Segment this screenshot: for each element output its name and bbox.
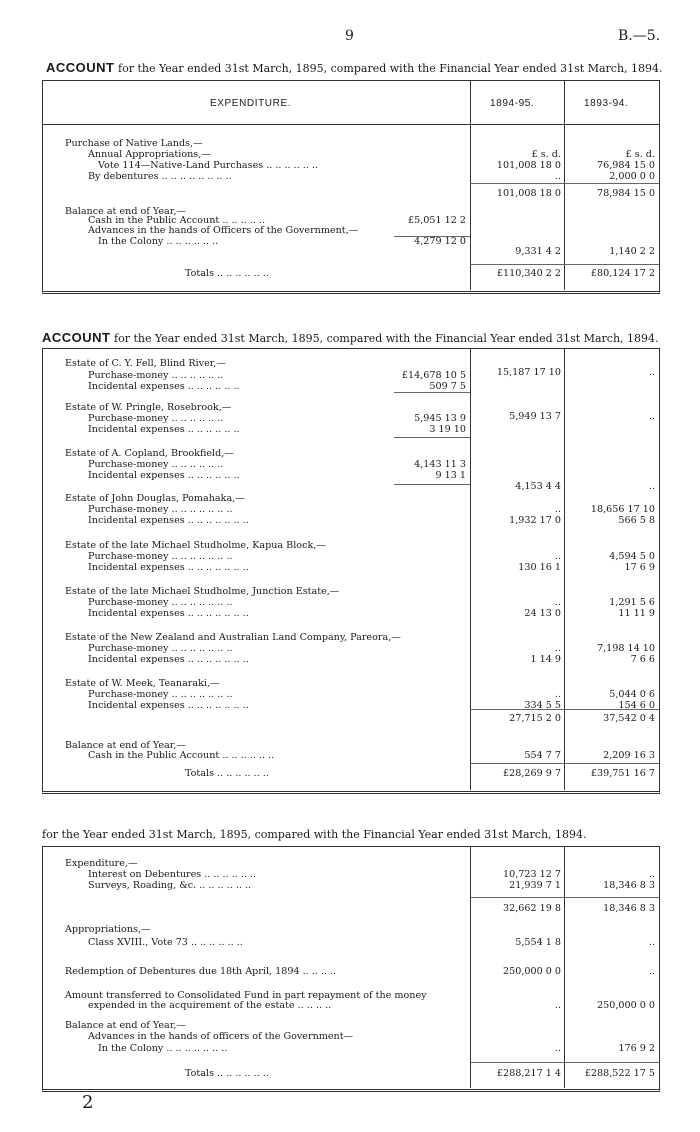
row-label: Totals .. .. .. .. .. .. [185,268,269,279]
row-amount-1894-95: 10,723 12 7 [503,869,561,880]
row-amount-1893-94: 7,198 14 10 [597,643,655,654]
row-label: Amount transferred to Consolidated Fund in part repayment of the money [65,990,427,1001]
row-amount-1893-94: .. [648,937,655,948]
row-amount-1893-94: .. [648,367,655,378]
row-amount-1893-94: 18,346 8 3 [603,903,655,914]
section-3-heading: for the Year ended 31st March, 1895, compared with the Financial Year ended 31st March, 1894. [42,828,587,841]
row-label: Appropriations,— [65,924,151,935]
footer-mark: 2 [82,1092,94,1113]
row-amount-1893-94: 7 6 6 [630,654,655,665]
table-2-rule-pringle [394,437,470,438]
row-label: Interest on Debentures .. .. .. .. .. .. [88,869,257,880]
row-amount-1893-94: 2,209 16 3 [603,750,655,761]
row-label: Estate of A. Copland, Brookfield,— [65,448,234,459]
table-1-frame [42,80,660,294]
row-amount-1894-95: £288,217 1 4 [496,1068,561,1079]
table-1-header-rule [42,124,659,125]
row-label: Estate of the late Michael Studholme, Junction Estate,— [65,586,340,597]
row-amount-1893-94: 176 9 2 [618,1043,655,1054]
column-header-expenditure: EXPENDITURE. [210,98,292,109]
row-amount-1894-95: .. [554,551,561,562]
table-2-totals-rule [470,763,659,764]
row-amount-1893-94: 1,140 2 2 [609,246,655,257]
row-amount-1894-95: £110,340 2 2 [496,268,561,279]
row-label: Class XVIII., Vote 73 .. .. .. .. .. .. [88,937,243,948]
column-header-1894-95: 1894-95. [490,98,535,109]
row-amount-1894-95: £ s. d. [531,149,561,160]
row-label: Incidental expenses .. .. .. .. .. .. .. [88,562,249,573]
row-label: Estate of W. Meek, Teanaraki,— [65,678,220,689]
row-label: Incidental expenses .. .. .. .. .. .. [88,381,240,392]
row-amount-1894-95: 1 14 9 [530,654,561,665]
section-1-heading [46,60,663,75]
row-amount-1894-95: 250,000 0 0 [503,966,561,977]
row-amount-1893-94: 11 11 9 [618,608,655,619]
row-amount-1893-94: 1,291 5 6 [609,597,655,608]
row-label: Purchase-money .. .. .. .. .. .. [88,413,224,424]
row-amount-1894-95: 21,939 7 1 [509,880,561,891]
heading-text: for the Year ended 31st March, 1895, compared with the Financial Year ended 31st March, 1894. [114,332,659,345]
row-label: Annual Appropriations,— [88,149,211,160]
row-label: Estate of C. Y. Fell, Blind River,— [65,358,226,369]
row-amount-1893-94: 17 6 9 [624,562,655,573]
row-inner-amount: 509 7 5 [429,381,466,392]
row-inner-amount: 4,279 12 0 [414,236,466,247]
row-label: Balance at end of Year,— [65,206,186,217]
row-amount-1894-95: .. [554,643,561,654]
row-amount-1894-95: £28,269 9 7 [503,768,561,779]
row-amount-1894-95: 15,187 17 10 [496,367,561,378]
row-label: Incidental expenses .. .. .. .. .. .. .. [88,608,249,619]
heading-text: for the Year ended 31st March, 1895, compared with the Financial Year ended 31st March, 1894. [118,62,663,75]
row-label: In the Colony .. .. .. .. .. .. .. [98,1043,228,1054]
row-amount-1894-95: 554 7 7 [524,750,561,761]
row-amount-1894-95: 5,554 1 8 [515,937,561,948]
row-inner-amount: 9 13 1 [435,470,466,481]
row-label: Incidental expenses .. .. .. .. .. .. .. [88,700,249,711]
row-label: Vote 114—Native-Land Purchases .. .. .. .. .. .. [98,160,319,171]
row-label: Balance at end of Year,— [65,1020,186,1031]
row-label: By debentures .. .. .. .. .. .. .. .. [88,171,232,182]
row-label: In the Colony .. .. .. .. .. .. [98,236,219,247]
row-amount-1893-94: 76,984 15 0 [597,160,655,171]
table-3-col-divider-1 [470,846,471,1088]
row-amount-1894-95: 5,949 13 7 [509,411,561,422]
row-amount-1894-95: 32,662 19 8 [503,903,561,914]
row-label: Purchase-money .. .. .. .. .. .. .. [88,504,233,515]
row-amount-1894-95: 101,008 18 0 [496,160,561,171]
row-label: Purchase-money .. .. .. .. .. .. [88,459,224,470]
row-inner-amount: 4,143 11 3 [414,459,466,470]
section-2-heading [42,330,659,345]
row-label: Purchase-money .. .. .. .. .. .. .. [88,689,233,700]
table-3-totals-rule [470,1062,659,1063]
row-amount-1894-95: 101,008 18 0 [496,188,561,199]
row-amount-1893-94: 4,594 5 0 [609,551,655,562]
row-amount-1893-94: 250,000 0 0 [597,1000,655,1011]
row-amount-1893-94: 154 6 0 [618,700,655,711]
row-label: Incidental expenses .. .. .. .. .. .. .. [88,654,249,665]
row-label: Balance at end of Year,— [65,740,186,751]
row-amount-1894-95: 130 16 1 [518,562,561,573]
row-label: Estate of W. Pringle, Rosebrook,— [65,402,232,413]
column-header-1893-94: 1893-94. [584,98,629,109]
row-amount-1894-95: 9,331 4 2 [515,246,561,257]
row-inner-amount: 5,945 13 9 [414,413,466,424]
row-amount-1893-94: £80,124 17 2 [590,268,655,279]
row-amount-1893-94: £ s. d. [625,149,655,160]
row-label: Purchase of Native Lands,— [65,138,203,149]
row-label: Estate of John Douglas, Pomahaka,— [65,493,245,504]
row-amount-1894-95: .. [554,171,561,182]
row-label: Advances in the hands of Officers of the Government,— [88,225,359,236]
table-1-totals-rule [470,264,659,265]
row-label: Totals .. .. .. .. .. .. [185,1068,269,1079]
row-amount-1893-94: 5,044 0 6 [609,689,655,700]
row-amount-1893-94: 18,656 17 10 [590,504,655,515]
row-label: Incidental expenses .. .. .. .. .. .. [88,424,240,435]
row-amount-1893-94: .. [648,966,655,977]
row-amount-1894-95: 27,715 2 0 [509,713,561,724]
row-amount-1893-94: .. [648,481,655,492]
row-inner-amount: £5,051 12 2 [408,215,466,226]
row-label: Advances in the hands of officers of the Government— [88,1031,354,1042]
row-amount-1894-95: 1,932 17 0 [509,515,561,526]
row-label: Incidental expenses .. .. .. .. .. .. .. [88,515,249,526]
row-label: Totals .. .. .. .. .. .. [185,768,269,779]
row-amount-1893-94: £288,522 17 5 [584,1068,655,1079]
row-amount-1893-94: 2,000 0 0 [609,171,655,182]
row-amount-1894-95: .. [554,1000,561,1011]
row-amount-1894-95: 24 13 0 [524,608,561,619]
row-label: expended in the acquirement of the estate .. .. .. .. [88,1000,332,1011]
row-amount-1893-94: 78,984 15 0 [597,188,655,199]
row-label: Surveys, Roading, &c. .. .. .. .. .. .. [88,880,252,891]
table-2-col-divider-2 [564,348,565,790]
row-amount-1893-94: £39,751 16 7 [590,768,655,779]
row-inner-amount: £14,678 10 5 [401,370,466,381]
row-amount-1894-95: 4,153 4 4 [515,481,561,492]
row-label: Purchase-money .. .. .. .. .. .. .. [88,551,233,562]
row-label: Redemption of Debentures due 18th April, 1894 .. .. .. .. [65,966,337,977]
row-amount-1893-94: 18,346 8 3 [603,880,655,891]
table-3-subtotal-rule [470,897,659,898]
row-amount-1894-95: 334 5 5 [524,700,561,711]
row-amount-1893-94: .. [648,869,655,880]
row-label: Incidental expenses .. .. .. .. .. .. [88,470,240,481]
row-amount-1894-95: .. [554,504,561,515]
row-label: Purchase-money .. .. .. .. .. .. .. [88,643,233,654]
row-amount-1893-94: .. [648,411,655,422]
table-3-col-divider-2 [564,846,565,1088]
row-amount-1894-95: .. [554,1043,561,1054]
row-label: Estate of the late Michael Studholme, Kapua Block,— [65,540,326,551]
row-label: Expenditure,— [65,858,138,869]
row-label: Purchase-money .. .. .. .. .. .. [88,370,224,381]
row-label: Purchase-money .. .. .. .. .. .. .. [88,597,233,608]
table-1-subtotal-rule [470,183,659,184]
heading-lead: ACCOUNT [46,60,115,75]
table-2-col-divider-1 [470,348,471,790]
table-1-col-divider-1 [470,80,471,290]
page-number: 9 [345,28,354,44]
document-reference: B.—5. [618,28,661,44]
table-2-rule-copland [394,484,470,485]
row-label: Cash in the Public Account .. .. .. .. .. .. [88,750,275,761]
heading-lead: ACCOUNT [42,330,111,345]
row-label: Estate of the New Zealand and Australian Land Company, Pareora,— [65,632,401,643]
row-amount-1893-94: 566 5 8 [618,515,655,526]
row-label: Cash in the Public Account .. .. .. .. .. [88,215,266,226]
row-amount-1893-94: 37,542 0 4 [603,713,655,724]
row-amount-1894-95: .. [554,689,561,700]
row-inner-amount: 3 19 10 [429,424,466,435]
table-1-col-divider-2 [564,80,565,290]
row-amount-1894-95: .. [554,597,561,608]
